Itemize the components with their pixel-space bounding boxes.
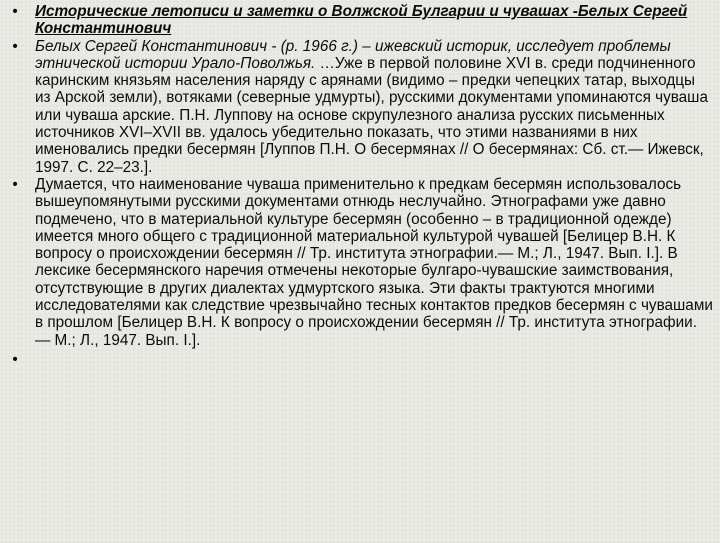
list-item-paragraph	[8, 176, 714, 349]
slide-title-link[interactable]: Исторические летописи и заметки о Волжской Булгарии и чувашах -Белых Сергей Константинович	[35, 3, 688, 38]
author-bio: Белых Сергей Константинович - (р. 1966 г.) – ижевский историк, исследует проблемы этнической истории Урало-Поволжья.	[35, 37, 671, 72]
slide	[0, 3, 720, 543]
list-item-title	[8, 3, 714, 38]
bullet-icon: •	[12, 350, 18, 368]
bullet-icon: •	[12, 175, 18, 193]
list-item-author	[8, 38, 714, 176]
paragraph-text: Думается, что наименование чуваша применительно к предкам бесермян использовалось вышеупомянутыми русскими документами отнюдь неслучайно. Этнографами уже давно подмечено, что в материальной культуре бесермян (особенно – в традиционной одежде) имеется много общего с традиционной материальной культурой чувашей [Белицер В.Н. К вопросу о происхождении бесермян // Тр. института этнографии.— М.; Л., 1947. Вып. I.]. В лексике бесермянского наречия отмечены некоторые булгаро-чувашские заимствования, отсутствующие в других диалектах удмуртского языка. Эти факты трактуются многими исследователями как следствие чрезвычайно тесных контактов предков бесермян с чувашами в прошлом [Белицер В.Н. К вопросу о происхождении бесермян // Тр. института этнографии. — М.; Л., 1947. Вып. I.].	[35, 175, 713, 349]
bullet-icon: •	[12, 3, 18, 20]
bullet-icon: •	[12, 37, 18, 55]
bullet-list	[8, 3, 714, 369]
list-item-empty	[8, 351, 714, 369]
author-excerpt: …Уже в первой половине XVI в. среди подчиненного каринским князьям населения наряду с арянами (видимо – предки чепецких татар, выходцы из Арской земли), вотяками (северные удмурты), русскими документами упоминаются чуваша или чуваша арские. П.Н. Луппову на основе скрупулезного анализа русских письменных источников XVI–XVII вв. удалось убедительно показать, что этими названиями в них именовались предки бесермян [Луппов П.Н. О бесермянах // О бесермянах: Сб. ст.— Ижевск, 1997. С. 22–23.].	[35, 54, 708, 176]
